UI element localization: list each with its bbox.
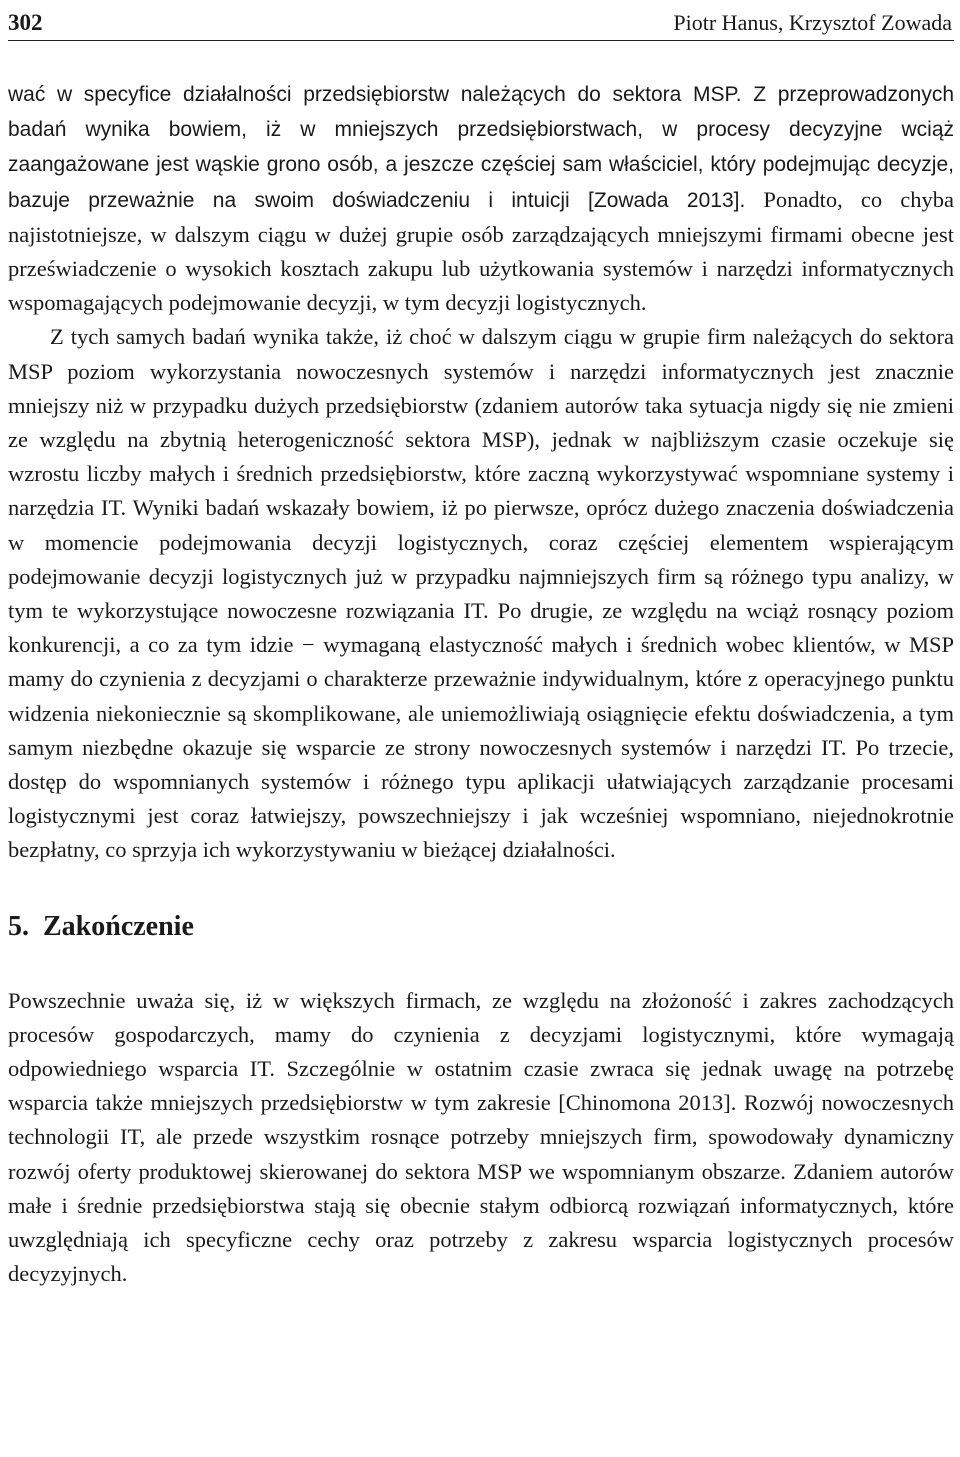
paragraph-1 <box>8 77 954 320</box>
page-number: 302 <box>8 10 43 35</box>
section-paragraph: Powszechnie uważa się, iż w większych firmach, ze względu na złożoność i zakres zachodzących procesów gospodarczych, mamy do czynienia z decyzjami logistycznymi, które wymagają odpowiedniego wsparcia IT. Szczególnie w ostatnim czasie zwraca się jednak uwagę na potrzebę wsparcia także mniejszych przedsiębiorstw w tym zakresie [Chinomona 2013]. Rozwój nowoczesnych technologii IT, ale przede wszystkim rosnące potrzeby mniejszych firm, spowodowały dynamiczny rozwój oferty produktowej skierowanej do sektora MSP we wspomnianym obszarze. Zdaniem autorów małe i średnie przedsiębiorstwa stają się obecnie stałym odbiorcą rozwiązań informatycznych, które uwzględniają ich specyficzne cechy oraz potrzeby z zakresu wsparcia logistycznych procesów decyzyjnych. <box>8 987 954 1287</box>
paragraph-1-sans-part: wać w specyfice działalności przedsiębiorstw należących do sektora MSP. Z przeprowadzonych badań wynika bowiem, iż w mniejszych przedsiębiorstwach, w procesy decyzyjne wciąż zaangażowane jest wąskie grono osób, a jeszcze częściej sam właściciel, który podejmując decyzje, bazuje przeważnie na swoim doświadczeniu i intuicji [Zowada 2013]. <box>8 83 954 212</box>
paragraph-2: Z tych samych badań wynika także, iż choć w dalszym ciągu w grupie firm należących do sektora MSP poziom wykorzystania nowoczesnych systemów i narzędzi informatycznych jest znacznie mniejszy niż w przypadku dużych przedsiębiorstw (zdaniem autorów taka sytuacja nigdy się nie zmieni ze względu na zbytnią heterogeniczność sektora MSP), jednak w najbliższym czasie oczekuje się wzrostu liczby małych i średnich przedsiębiorstw, które zaczną wykorzystywać wspomniane systemy i narzędzia IT. Wyniki badań wskazały bowiem, iż po pierwsze, oprócz dużego znaczenia doświadczenia w momencie podejmowania decyzji logistycznych, coraz częściej elementem wspierającym podejmowanie decyzji logistycznych już w przypadku najmniejszych firm są różnego typu analizy, w tym te wykorzystujące nowoczesne rozwiązania IT. Po drugie, ze względu na wciąż rosnący poziom konkurencji, a co za tym idzie − wymaganą elastyczność małych i średnich wobec klientów, w MSP mamy do czynienia z decyzjami o charakterze przeważnie indywidualnym, które z operacyjnego punktu widzenia niekoniecznie są skomplikowane, ale uniemożliwiają osiągnięcie efektu doświadczenia, a tym samym niezbędne okazuje się wsparcie ze strony nowoczesnych systemów i narzędzi IT. Po trzecie, dostęp do wspomnianych systemów i różnego typu aplikacji ułatwiających zarządzanie procesami logistycznymi jest coraz łatwiejszy, powszechniejszy i jak wcześniej wspomniano, niejednokrotnie bezpłatny, co sprzyja ich wykorzystywaniu w bieżącej działalności. <box>8 324 954 863</box>
running-header-authors: Piotr Hanus, Krzysztof Zowada <box>673 10 952 35</box>
section-heading <box>8 910 954 944</box>
document-page <box>8 0 954 1292</box>
running-header <box>8 0 954 41</box>
body-text <box>8 77 954 1292</box>
section-number: 5. <box>8 910 29 942</box>
section-title: Zakończenie <box>43 910 194 942</box>
paragraph-1-serif-part: Ponadto, co chyba najistotniejsze, w dalszym ciągu w dużej grupie osób zarządzających mniejszymi firmami obecne jest przeświadczenie o wysokich kosztach zakupu lub użytkowania systemów i narzędzi informatycznych wspomagających podejmowanie decyzji, w tym decyzji logistycznych. <box>8 186 954 316</box>
